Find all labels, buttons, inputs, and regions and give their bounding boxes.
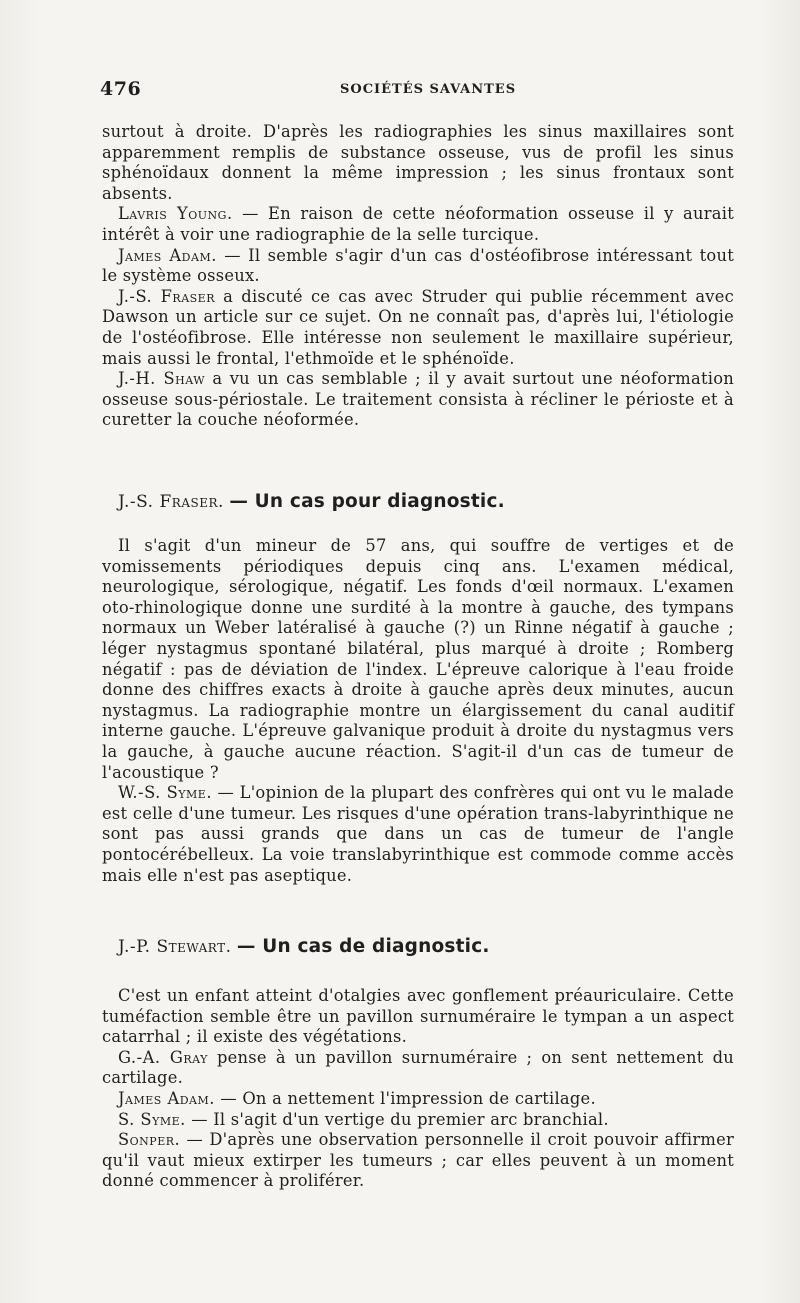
speaker-name: J.-H. Shaw: [118, 369, 205, 389]
speaker-name: W.-S. Syme.: [118, 783, 212, 803]
paragraph-text: — D'après une observation personnelle il croit pouvoir affirmer qu'il vaut mieux extirper les tumeurs ; car elles peuvent à un moment donné commencer à proliférer.: [102, 1130, 734, 1191]
section-3-body: [102, 986, 734, 1192]
speaker-name: J.-S. Fraser: [118, 286, 215, 306]
paragraph-text: — Il s'agit d'un vertige du premier arc branchial.: [185, 1109, 609, 1129]
section-1-body: [102, 122, 734, 431]
paragraph-text: C'est un enfant atteint d'otalgies avec gonflement préauriculaire. Cette tuméfaction semble être un pavillon surnuméraire le tympan a un aspect catarrhal ; il existe des végétations.: [102, 986, 734, 1047]
speaker-name: James Adam.: [118, 245, 217, 265]
paragraph: [102, 783, 734, 886]
section-heading: [118, 491, 505, 512]
paragraph-text: — En raison de cette néoformation osseuse il y aurait intérêt à voir une radiographie de la selle turcique.: [102, 204, 734, 244]
section-title: — Un cas pour diagnostic.: [229, 491, 505, 512]
paragraph: [102, 1110, 734, 1131]
section-author: J.-P. Stewart.: [118, 937, 232, 957]
paragraph-text: pense à un pavillon surnuméraire ; on sent nettement du cartilage.: [102, 1047, 734, 1088]
speaker-name: Sonper.: [118, 1130, 181, 1150]
speaker-name: G.-A. Gray: [118, 1047, 208, 1067]
speaker-name: Lavris Young.: [118, 204, 233, 224]
paragraph: [102, 1130, 734, 1192]
paragraph: [102, 986, 734, 1048]
section-heading: [118, 936, 490, 957]
section-title: — Un cas de diagnostic.: [236, 936, 490, 957]
speaker-name: S. Syme.: [118, 1109, 186, 1129]
paragraph: [102, 287, 734, 369]
page-header: [100, 78, 740, 100]
section-2-body: [102, 536, 734, 886]
paragraph: [102, 536, 734, 783]
paragraph-text: a discuté ce cas avec Struder qui publie récemment avec Dawson un article sur ce sujet. On ne connaît pas, d'après lui, l'étiologie de l'ostéofibrose. Elle intéresse non seulement le maxillaire supérieur, mais aussi le frontal, l'ethmoïde et le sphénoïde.: [102, 286, 734, 368]
paragraph-text: — On a nettement l'impression de cartilage.: [214, 1088, 596, 1108]
running-title: SOCIÉTÉS SAVANTES: [340, 82, 517, 97]
page-number: 476: [100, 78, 142, 100]
speaker-name: James Adam.: [118, 1088, 215, 1108]
paragraph: [102, 1089, 734, 1110]
paragraph-text: a vu un cas semblable ; il y avait surtout une néoformation osseuse sous-périostale. Le traitement consista à récliner le périoste et à curetter la couche néoformée.: [102, 369, 734, 430]
paragraph: [102, 204, 734, 245]
paragraph: [102, 369, 734, 431]
paragraph: [102, 122, 734, 204]
section-author: J.-S. Fraser.: [118, 492, 224, 512]
paragraph-text: — L'opinion de la plupart des confrères qui ont vu le malade est celle d'une tumeur. Les risques d'une opération trans-labyrinthique ne sont pas aussi grands que dans un cas de tumeur de l'angle pontocérébelleux. La voie translabyrinthique est commode comme accès mais elle n'est pas aseptique.: [102, 783, 734, 885]
paragraph: [102, 1048, 734, 1089]
paragraph-text: surtout à droite. D'après les radiographies les sinus maxillaires sont apparemment remplis de substance osseuse, vus de profil les sinus sphénoïdaux donnent la même impression ; les sinus frontaux sont absents.: [102, 122, 734, 203]
paragraph-text: — Il semble s'agir d'un cas d'ostéofibrose intéressant tout le système osseux.: [102, 245, 734, 286]
paragraph-text: Il s'agit d'un mineur de 57 ans, qui souffre de vertiges et de vomissements périodiques depuis cinq ans. L'examen médical, neurologique, sérologique, négatif. Les fonds d'œil normaux. L'examen oto-rhinologique donne une surdité à la montre à gauche, des tympans normaux un Weber latéralisé à gauche (?) un Rinne négatif à gauche ; léger nystagmus spontané bilatéral, plus marqué à droite ; Romberg négatif : pas de déviation de l'index. L'épreuve calorique à l'eau froide donne des chiffres exacts à droite à gauche après deux minutes, aucun nystagmus. La radiographie montre un élargissement du canal auditif interne gauche. L'épreuve galvanique produit à droite du nystagmus vers la gauche, à gauche aucune réaction. S'agit-il d'un cas de tumeur de l'acoustique ?: [102, 536, 734, 782]
paragraph: [102, 246, 734, 287]
